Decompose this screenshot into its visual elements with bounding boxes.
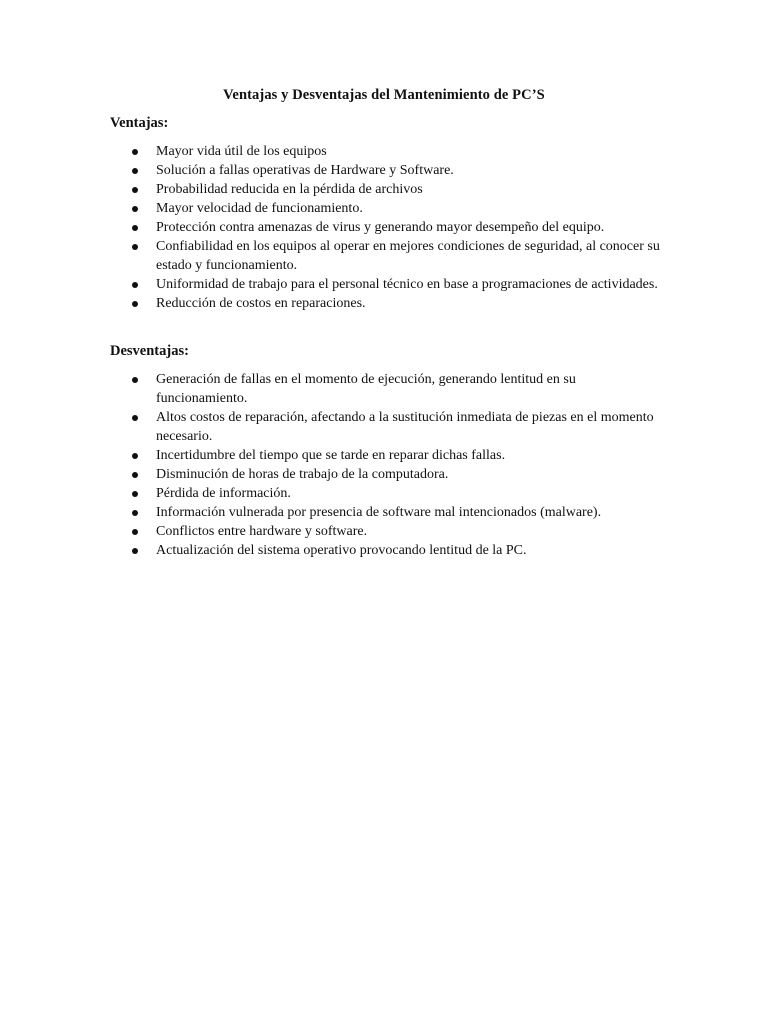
list-item: [0, 142, 661, 161]
list-item: [0, 541, 661, 560]
list-item: [0, 465, 661, 484]
bullet-icon: [132, 377, 138, 383]
list-item-text: Uniformidad de trabajo para el personal técnico en base a programaciones de actividades.: [156, 277, 658, 292]
ventajas-list: [0, 142, 768, 313]
bullet-icon: [132, 206, 138, 212]
list-item: [0, 370, 661, 408]
list-item: [0, 275, 661, 294]
list-item-text: Reducción de costos en reparaciones.: [156, 296, 366, 311]
bullet-icon: [132, 529, 138, 535]
list-item-text: Confiabilidad en los equipos al operar en mejores condiciones de seguridad, al conocer su estado y funcionamiento.: [156, 239, 660, 273]
list-item-text: Información vulnerada por presencia de software mal intencionados (malware).: [156, 505, 602, 520]
list-item-text: Probabilidad reducida en la pérdida de archivos: [156, 182, 423, 197]
list-item-text: Mayor velocidad de funcionamiento.: [156, 201, 363, 216]
list-item-text: Altos costos de reparación, afectando a la sustitución inmediata de piezas en el momento necesario.: [156, 410, 654, 444]
bullet-icon: [132, 168, 138, 174]
bullet-icon: [132, 491, 138, 497]
ventajas-heading: Ventajas:: [110, 115, 169, 131]
list-item-text: Solución a fallas operativas de Hardware y Software.: [156, 163, 454, 178]
list-item: [0, 503, 661, 522]
bullet-icon: [132, 149, 138, 155]
desventajas-list: [0, 370, 768, 560]
list-item: [0, 161, 661, 180]
bullet-icon: [132, 472, 138, 478]
list-item-text: Protección contra amenazas de virus y generando mayor desempeño del equipo.: [156, 220, 605, 235]
list-item-text: Mayor vida útil de los equipos: [156, 144, 327, 159]
bullet-icon: [132, 548, 138, 554]
bullet-icon: [132, 415, 138, 421]
desventajas-heading: Desventajas:: [110, 343, 189, 359]
list-item: [0, 408, 661, 446]
list-item-text: Pérdida de información.: [156, 486, 291, 501]
list-item-text: Actualización del sistema operativo provocando lentitud de la PC.: [156, 543, 527, 558]
list-item-text: Conflictos entre hardware y software.: [156, 524, 368, 539]
list-item: [0, 446, 661, 465]
bullet-icon: [132, 187, 138, 193]
bullet-icon: [132, 225, 138, 231]
document-title: Ventajas y Desventajas del Mantenimiento de PC’S: [223, 87, 545, 103]
list-item: [0, 218, 661, 237]
list-item-text: Incertidumbre del tiempo que se tarde en reparar dichas fallas.: [156, 448, 506, 463]
list-item-text: Disminución de horas de trabajo de la computadora.: [156, 467, 449, 482]
list-item: [0, 294, 661, 313]
bullet-icon: [132, 510, 138, 516]
list-item: [0, 180, 661, 199]
list-item: [0, 199, 661, 218]
bullet-icon: [132, 453, 138, 459]
bullet-icon: [132, 244, 138, 250]
list-item: [0, 522, 661, 541]
list-item: [0, 484, 661, 503]
bullet-icon: [132, 282, 138, 288]
list-item: [0, 237, 661, 275]
list-item-text: Generación de fallas en el momento de ejecución, generando lentitud en su funcionamiento.: [156, 372, 576, 406]
bullet-icon: [132, 301, 138, 307]
